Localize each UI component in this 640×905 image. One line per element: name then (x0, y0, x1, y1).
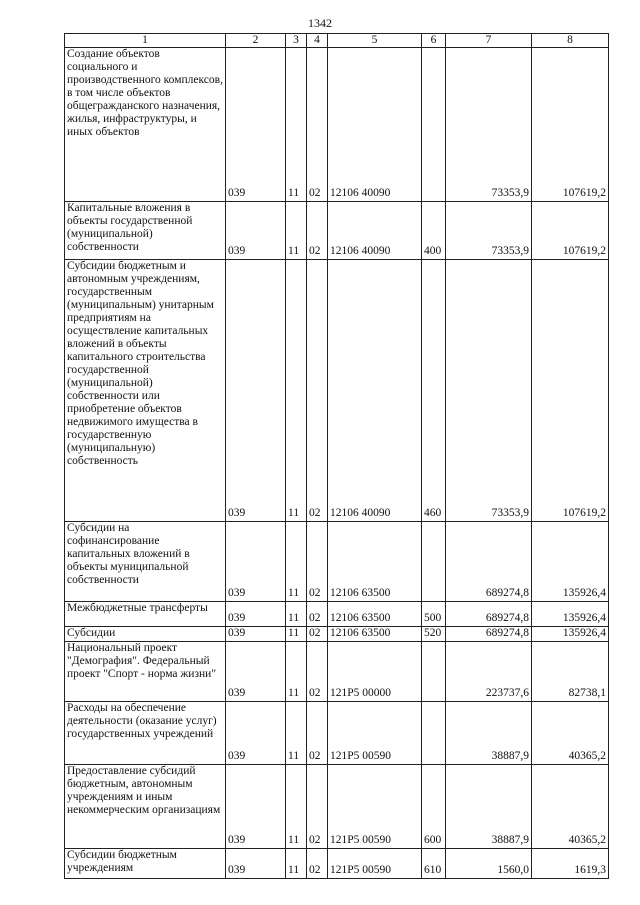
header-cell-4: 4 (307, 34, 328, 48)
row-expense-type-cell: 460 (422, 260, 446, 522)
header-cell-1: 1 (65, 34, 226, 48)
row-amount-2-cell: 107619,2 (532, 260, 609, 522)
row-expense-type-cell: 400 (422, 202, 446, 260)
budget-table (64, 33, 609, 879)
row-expense-type-cell: 610 (422, 849, 446, 879)
table-row (65, 849, 609, 879)
row-grbs-cell: 039 (226, 602, 286, 627)
row-amount-1-cell: 689274,8 (446, 602, 532, 627)
row-amount-1-cell: 689274,8 (446, 522, 532, 602)
page-number: 1342 (308, 16, 332, 30)
row-section-cell: 11 (286, 849, 307, 879)
row-target-article-cell: 121P5 00590 (328, 849, 422, 879)
row-grbs-cell: 039 (226, 849, 286, 879)
row-grbs-cell: 039 (226, 702, 286, 765)
row-section-cell: 11 (286, 48, 307, 202)
row-amount-2-cell: 135926,4 (532, 602, 609, 627)
row-expense-type-cell: 520 (422, 627, 446, 642)
header-cell-6: 6 (422, 34, 446, 48)
row-amount-2-cell: 1619,3 (532, 849, 609, 879)
row-amount-2-cell: 40365,2 (532, 702, 609, 765)
row-amount-1-cell: 73353,9 (446, 260, 532, 522)
row-subsection-cell: 02 (307, 202, 328, 260)
row-section-cell: 11 (286, 260, 307, 522)
row-grbs-cell: 039 (226, 48, 286, 202)
row-subsection-cell: 02 (307, 765, 328, 849)
header-cell-2: 2 (226, 34, 286, 48)
row-subsection-cell: 02 (307, 48, 328, 202)
row-amount-1-cell: 38887,9 (446, 702, 532, 765)
row-expense-type-cell (422, 702, 446, 765)
row-target-article-cell: 12106 40090 (328, 48, 422, 202)
row-amount-1-cell: 73353,9 (446, 202, 532, 260)
row-name-cell: Межбюджетные трансферты (65, 602, 226, 627)
row-section-cell: 11 (286, 202, 307, 260)
row-amount-2-cell: 135926,4 (532, 627, 609, 642)
row-amount-1-cell: 223737,6 (446, 642, 532, 702)
row-amount-1-cell: 38887,9 (446, 765, 532, 849)
header-cell-3: 3 (286, 34, 307, 48)
row-target-article-cell: 12106 63500 (328, 627, 422, 642)
row-target-article-cell: 12106 63500 (328, 602, 422, 627)
row-section-cell: 11 (286, 627, 307, 642)
row-amount-2-cell: 107619,2 (532, 48, 609, 202)
row-grbs-cell: 039 (226, 522, 286, 602)
row-name-cell: Расходы на обеспечение деятельности (оказание услуг) государственных учреждений (65, 702, 226, 765)
table-row (65, 702, 609, 765)
row-expense-type-cell: 600 (422, 765, 446, 849)
table-row (65, 260, 609, 522)
header-cell-7: 7 (446, 34, 532, 48)
table-row (65, 202, 609, 260)
row-name-cell: Субсидии на софинансирование капитальных вложений в объекты муниципальной собственности (65, 522, 226, 602)
row-target-article-cell: 12106 63500 (328, 522, 422, 602)
row-target-article-cell: 121P5 00590 (328, 765, 422, 849)
table-row (65, 642, 609, 702)
table-row (65, 48, 609, 202)
row-amount-1-cell: 73353,9 (446, 48, 532, 202)
row-section-cell: 11 (286, 702, 307, 765)
row-grbs-cell: 039 (226, 627, 286, 642)
row-grbs-cell: 039 (226, 202, 286, 260)
table-row (65, 522, 609, 602)
row-subsection-cell: 02 (307, 602, 328, 627)
table-row (65, 765, 609, 849)
row-name-cell: Капитальные вложения в объекты государственной (муниципальной) собственности (65, 202, 226, 260)
row-name-cell: Субсидии (65, 627, 226, 642)
row-target-article-cell: 12106 40090 (328, 202, 422, 260)
row-amount-1-cell: 689274,8 (446, 627, 532, 642)
row-target-article-cell: 12106 40090 (328, 260, 422, 522)
row-grbs-cell: 039 (226, 260, 286, 522)
row-section-cell: 11 (286, 765, 307, 849)
row-name-cell: Субсидии бюджетным учреждениям (65, 849, 226, 879)
row-subsection-cell: 02 (307, 627, 328, 642)
row-name-cell: Создание объектов социального и производственного комплексов, в том числе объектов общегражданского назначения, жилья, инфраструктуры, и иных объектов (65, 48, 226, 202)
row-amount-2-cell: 40365,2 (532, 765, 609, 849)
table-row (65, 627, 609, 642)
row-expense-type-cell (422, 48, 446, 202)
row-grbs-cell: 039 (226, 642, 286, 702)
row-amount-2-cell: 135926,4 (532, 522, 609, 602)
header-cell-5: 5 (328, 34, 422, 48)
row-subsection-cell: 02 (307, 849, 328, 879)
header-cell-8: 8 (532, 34, 609, 48)
row-name-cell: Предоставление субсидий бюджетным, автономным учреждениям и иным некоммерческим организациям (65, 765, 226, 849)
row-name-cell: Субсидии бюджетным и автономным учреждениям, государственным (муниципальным) унитарным предприятиям на осуществление капитальных вложений в объекты капитального строительства государственной (муниципальной) собственности или приобретение объектов недвижимого имущества в государственную (муниципальную) собственность (65, 260, 226, 522)
row-section-cell: 11 (286, 602, 307, 627)
row-expense-type-cell (422, 522, 446, 602)
row-amount-2-cell: 82738,1 (532, 642, 609, 702)
row-target-article-cell: 121P5 00000 (328, 642, 422, 702)
row-subsection-cell: 02 (307, 522, 328, 602)
row-expense-type-cell (422, 642, 446, 702)
row-grbs-cell: 039 (226, 765, 286, 849)
table-row (65, 602, 609, 627)
row-expense-type-cell: 500 (422, 602, 446, 627)
row-target-article-cell: 121P5 00590 (328, 702, 422, 765)
row-amount-1-cell: 1560,0 (446, 849, 532, 879)
row-subsection-cell: 02 (307, 702, 328, 765)
row-amount-2-cell: 107619,2 (532, 202, 609, 260)
row-subsection-cell: 02 (307, 260, 328, 522)
row-section-cell: 11 (286, 642, 307, 702)
header-row (65, 34, 609, 48)
row-subsection-cell: 02 (307, 642, 328, 702)
row-name-cell: Национальный проект "Демография". Федеральный проект "Спорт - норма жизни" (65, 642, 226, 702)
row-section-cell: 11 (286, 522, 307, 602)
